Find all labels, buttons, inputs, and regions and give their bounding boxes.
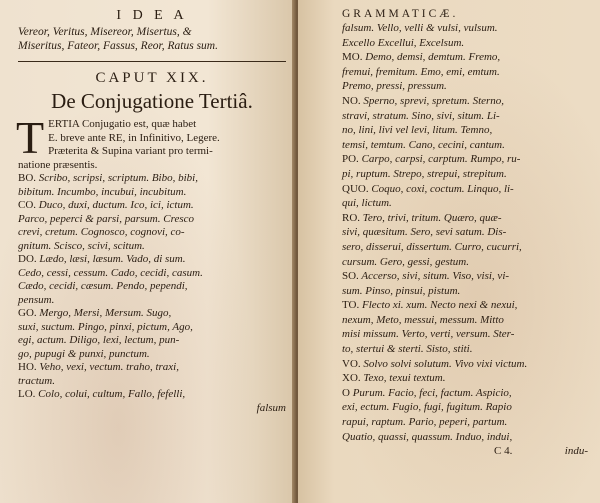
intro-line: Præterita & Supina variant pro termi- [48,145,213,157]
entry-line [18,348,286,362]
entry-lead: GO. [18,307,37,319]
entry-text: Quatio, quassi, quassum. Induo, indui, [342,430,513,443]
entry-lead: HO. [18,361,37,373]
entry-text: Excello Excellui, Excelsum. [342,36,465,49]
entry-lead: O [342,386,350,399]
entry-text: Solvo solvi solutum. Vivo vixi victum. [363,357,528,370]
entry-text: Lædo, læsi, læsum. Vado, di sum. [39,253,186,265]
entry-line [342,50,592,65]
entry-text: nexum, Meto, messui, messum. Mitto [342,313,504,326]
conjugation-list [18,172,286,415]
entry-text: exi, ectum. Fugio, fugi, fugitum. Rapio [342,401,512,414]
entry-text: go, pupugi & punxi, punctum. [18,347,150,360]
entry-line [342,225,592,240]
entry-text: sivi, quæsitum. Sero, sevi satum. Dis- [342,226,507,239]
entry-text: Sperno, sprevi, spretum. Sterno, [363,94,505,107]
entry-text: misi missum. Verto, verti, versum. Ster- [342,328,515,341]
entry-line [18,375,286,389]
entry-line [342,255,592,270]
chapter-title: De Conjugatione Tertiâ. [51,89,253,113]
drop-cap: T [16,112,45,163]
entry-line [18,294,286,308]
entry-lead: QUO. [342,182,369,195]
entry-text: Veho, vexi, vectum. traho, traxi, [39,361,179,373]
entry-text: suxi, suctum. Pingo, pinxi, pictum, Ago, [18,320,193,333]
entry-text: Mergo, Mersi, Mersum. Sugo, [39,307,172,319]
entry-text: cursum. Gero, gessi, gestum. [342,255,469,268]
head-line: Miseritus, Fateor, Fassus, Reor, Ratus sum. [18,40,218,52]
entry-text: Coquo, coxi, coctum. Linquo, li- [371,182,514,195]
entry-text: Cædo, cecidi, cæsum. Pendo, pependi, [18,280,188,292]
entry-text: gnitum. Scisco, scivi, scitum. [18,239,145,252]
entry-lead: CO. [18,199,37,211]
entry-text: falsum [256,401,286,414]
entry-line [342,36,592,51]
entry-lead: SO. [342,270,359,283]
conjugation-list [342,21,592,459]
horizontal-rule [18,61,286,62]
entry-text: Carpo, carpsi, carptum. Rumpo, ru- [361,153,521,166]
entry-lead: LO. [18,388,36,400]
entry-text: egi, actum. Diligo, lexi, lectum, pun- [18,334,180,346]
entry-line [342,196,592,211]
entry-lead: XO. [342,372,361,385]
entry-line [342,342,592,357]
intro-line: E. breve ante RE, in Infinitivo, Legere. [48,131,220,144]
entry-line [18,361,286,375]
signature-mark: C 4. [494,445,513,458]
entry-line [342,211,592,226]
entry-lead: PO. [342,153,359,166]
entry-line [18,307,286,321]
entry-line [342,430,592,445]
intro-line: ERTIA Conjugatio est, quæ habet [48,118,197,130]
entry-line [342,182,592,197]
entry-line [342,400,592,415]
chapter-number: CAPUT XIX. [95,70,209,86]
intro-paragraph [16,112,286,172]
entry-text: temsi, temtum. Cano, cecini, cantum. [342,138,505,151]
entry-line [18,213,286,227]
entry-text: Accerso, sivi, situm. Viso, visi, vi- [361,270,510,283]
entry-line [342,298,592,313]
entry-line [342,65,592,80]
entry-line [342,371,592,386]
entry-line [18,240,286,254]
entry-text: rapui, raptum. Pario, peperi, partum. [342,416,508,429]
entry-lead: BO. [18,172,37,184]
entry-text: falsum. Vello, velli & vulsi, vulsum. [342,22,498,34]
entry-text: bibitum. Incumbo, incubui, incubitum. [18,185,187,198]
entry-text: Flecto xi. xum. Necto nexi & nexui, [361,299,518,312]
running-head-right: GRAMMATICÆ. [342,8,459,20]
entry-text: Colo, colui, cultum, Fallo, fefelli, [38,388,186,400]
entry-line [342,269,592,284]
entry-line [342,21,592,36]
intro-line: natione præsentis. [18,158,98,171]
entry-line [342,94,592,109]
entry-text: Tero, trivi, tritum. Quæro, quæ- [362,211,502,224]
entry-text: Premo, pressi, pressum. [342,80,447,93]
entry-line [342,386,592,401]
entry-line [342,327,592,342]
entry-line [18,199,286,213]
entry-line [18,334,286,348]
entry-line [342,109,592,124]
entry-line [342,79,592,94]
entry-text: Scribo, scripsi, scriptum. Bibo, bibi, [38,172,198,184]
entry-lead: TO. [342,299,360,312]
entry-text: Duco, duxi, ductum. Ico, ici, ictum. [38,199,194,211]
entry-lead: NO. [342,94,361,107]
entry-lead: VO. [342,357,361,370]
entry-line [18,226,286,240]
entry-lead: DO. [18,253,37,265]
entry-text: crevi, cretum. Cognosco, cognovi, co- [18,226,185,238]
left-page [0,0,296,503]
entry-text: Parco, peperci & parsi, parsum. Cresco [18,212,194,225]
entry-line [18,172,286,186]
entry-line [18,253,286,267]
entry-line [18,186,286,200]
entry-line [342,123,592,138]
entry-line [342,152,592,167]
entry-text: Demo, demsi, demtum. Fremo, [365,51,501,64]
entry-line [342,313,592,328]
entry-text: Cedo, cessi, cessum. Cado, cecidi, casum. [18,266,203,279]
entry-lead: RO. [342,211,361,224]
head-lines [18,25,286,53]
entry-line [342,138,592,153]
entry-text: pensum. [18,293,55,306]
entry-text: qui, lictum. [342,197,392,210]
entry-text: stravi, stratum. Sino, sivi, situm. Li- [342,109,500,122]
entry-line [342,357,592,372]
entry-text: sum. Pinso, pinsui, pistum. [342,284,461,297]
entry-text: sero, disserui, dissertum. Curro, cucurri, [342,240,522,253]
entry-text: pi, ruptum. Strepo, strepui, strepitum. [342,167,507,180]
entry-text: no, lini, livi vel levi, litum. Temno, [342,124,493,137]
signature-line [342,444,592,459]
entry-line [18,267,286,281]
running-head-left: I D E A [116,8,188,23]
right-page [298,0,600,503]
entry-line [18,280,286,294]
entry-text: Texo, texui textum. [363,372,446,385]
entry-line [18,388,286,402]
entry-text: tractum. [18,374,55,387]
head-line: Vereor, Veritus, Misereor, Misertus, & [18,26,192,38]
catchword: indu- [564,445,588,458]
entry-lead: MO. [342,51,363,64]
entry-line [342,415,592,430]
entry-line [342,167,592,182]
entry-text: to, stertui & sterti. Sisto, stiti. [342,343,473,356]
entry-text: Purum. Facio, feci, factum. Aspicio, [352,386,512,399]
entry-line [342,240,592,255]
entry-line [342,284,592,299]
entry-line [18,321,286,335]
entry-text: fremui, fremitum. Emo, emi, emtum. [342,65,500,78]
entry-line [18,402,286,416]
